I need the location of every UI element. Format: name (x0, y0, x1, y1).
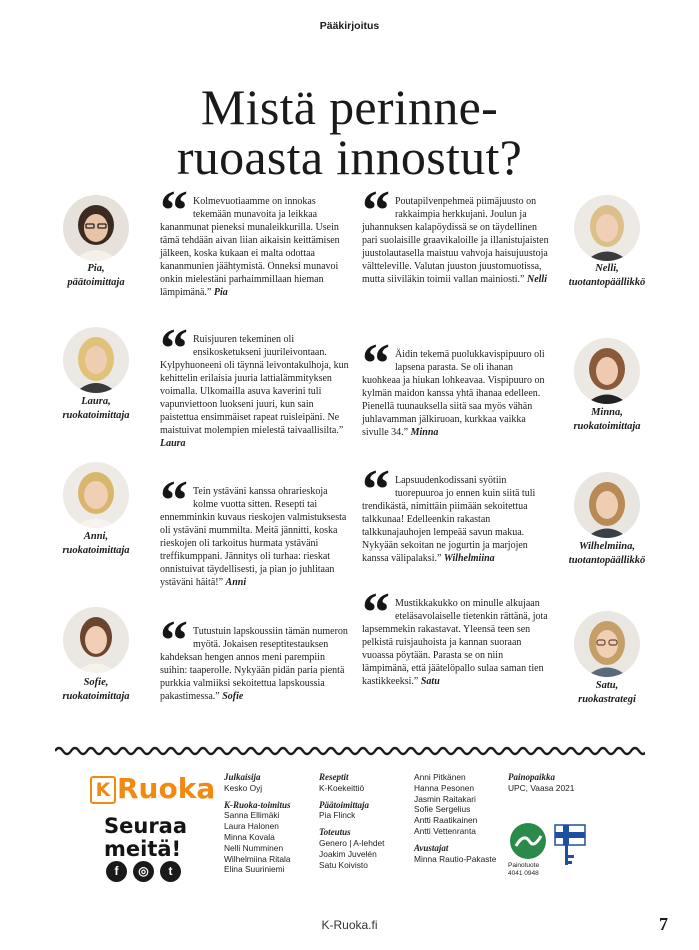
quote-nelli: “ Poutapilvenpehmeä piimäjuusto on rakkaimpia herkkujani. Joulun ja juhannuksen kalapöydissä se on täydellinen pari suolaisille graavikaloille ja illanistujaisten juustolautasella maistuu vahvoja haisujuustoja vältteleville. Valutan juuston juustomuotissa, mutta siiviläkin toimii vallan mainiosti.” Nelli (362, 180, 549, 285)
caption-minna: Minna, ruokatoimittaja (573, 407, 641, 432)
quote-mark-icon: “ (160, 610, 188, 672)
page-title (0, 79, 699, 185)
avatar-pia (63, 195, 129, 261)
quote-satu: “ Mustikkakukko on minulle alkujaan eteläsavolaiselle tietenkin rättänä, jota lapsemmekin rakastavat. Yleensä teen sen pelkistä ruisjauhoista ja kannan suoraan vuoassa pöytään. Parasta se on niin lämpimänä, että jäätelöpallo sulaa saman tien kastikkeeksi.” Satu (362, 582, 548, 687)
avatar-nelli (574, 195, 640, 261)
quote-wilhelmiina: “ Lapsuudenkodissani syötiin tuorepuuroa jo ennen kuin siitä tuli trendikästä, nimittäin piimään sekoitettua talkkunaa! Edelleenkin rakastan talkkunajauhojen lempeää savun makua. Nykyään sekoitan ne jogurtin ja marjojen kanssa välipalaksi.” Wilhelmiina (362, 459, 536, 564)
title-line-2: ruoasta innostut? (176, 129, 523, 185)
ecolabel-text: Painotuote 4041 0948 (508, 862, 540, 877)
k-ruoka-logo: K Ruoka (90, 772, 215, 805)
title-line-1: Mistä perinne- (200, 79, 499, 135)
quote-mark-icon: “ (362, 180, 390, 242)
quote-minna: “ Äidin tekemä puolukkavispipuuro oli lapsena parasta. Se oli ihanan kuohkeaa ja hiukan lohkeavaa. Vispipuuro on kylmän maidon kanssa yhtä ihanaa edelleen. Pienellä tuunauksella siitä saa myös vähän juhlavamman jälkiruoan, kurkkaa vaikka sivulle 34.” Minna (362, 333, 545, 438)
k-logo-icon: K (90, 776, 116, 804)
caption-wilhelmiina: Wilhelmiina, tuotantopäällikkö (568, 541, 646, 566)
quote-pia: “ Kolmevuotiaamme on innokas tekemään munavoita ja leikkaa kananmunat pieneksi munaleikkurilla. Usein tämä tehdään aivan liian aikaisin keittämisen jälkeen, koska kukaan ei malta odottaa kananmunien jäähtymistä. Onneksi munavoi onkin mielestäni parhaimmillaan hieman lämpimänä.” Pia (160, 180, 340, 298)
avatar-laura (63, 327, 129, 393)
caption-laura: Laura, ruokatoimittaja (62, 396, 130, 421)
finland-key-icon (553, 823, 587, 869)
caption-anni: Anni, ruokatoimittaja (62, 531, 130, 556)
credits-col-1: Julkaisija Kesko Oyj K-Ruoka-toimitus Sanna Ellimäki Laura Halonen Minna Kovala Nelli Numminen Wilhelmiina Ritala Elina Suuriniemi (224, 772, 291, 875)
avatar-anni (63, 462, 129, 528)
quote-mark-icon: “ (160, 470, 188, 532)
credits-col-2: Reseptit K-Koekeittiö Päätoimittaja Pia Flinck Toteutus Genero | A-lehdet Joakim Juvelén Satu Koivisto (319, 772, 385, 870)
page-number: 7 (659, 914, 668, 934)
instagram-icon[interactable]: ◎ (133, 861, 154, 882)
quote-mark-icon: “ (362, 582, 390, 644)
signature: Sofie (222, 691, 244, 702)
quote-sofie: “ Tutustuin lapskoussiin tämän numeron myötä. Jokaisen reseptitestauksen kahdeksan hengen annos meni parempiin suihin: taaperolle. Nykyään pidän paria pientä purkkia valmiiksi sekoitettua lapskoussia pakastimessa.” Sofie (160, 610, 348, 702)
footer-url[interactable]: K-Ruoka.fi (321, 918, 378, 932)
facebook-icon[interactable]: f (106, 861, 127, 882)
credits-col-3: Anni Pitkänen Hanna Pesonen Jasmin Raitakari Sofie Sergelius Antti Raatikainen Antti Vettenranta Avustajat Minna Rautio-Pakaste (414, 772, 497, 864)
avatar-sofie (63, 607, 129, 673)
quote-mark-icon: “ (160, 318, 188, 380)
signature: Wilhelmiina (443, 553, 495, 564)
signature: Pia (213, 287, 228, 298)
quote-mark-icon: “ (362, 459, 390, 521)
swan-ecolabel-icon (508, 822, 548, 860)
avatar-satu (574, 611, 640, 677)
caption-nelli: Nelli, tuotantopäällikkö (568, 263, 646, 288)
caption-pia: Pia, päätoimittaja (67, 263, 125, 288)
signature: Nelli (526, 274, 547, 285)
signature: Satu (420, 676, 440, 687)
signature: Minna (410, 427, 439, 438)
wave-divider (55, 744, 645, 758)
follow-us-heading: Seuraa meitä! (104, 814, 188, 861)
quote-mark-icon: “ (160, 180, 188, 242)
avatar-minna (574, 338, 640, 404)
quote-mark-icon: “ (362, 333, 390, 395)
signature: Anni (225, 577, 247, 588)
section-label: Pääkirjoitus (319, 20, 380, 32)
caption-sofie: Sofie, ruokatoimittaja (62, 677, 130, 702)
credits-col-4: Painopaikka UPC, Vaasa 2021 (508, 772, 575, 793)
quote-anni: “ Tein ystäväni kanssa ohrarieskoja kolme vuotta sitten. Resepti tai ennemminkin kuvaus rieskojen valmistuksesta oli ystäväni mummilta. Meitä jännitti, koska rieskojen oli tarkoitus hurmata ystäväni treffikumppani. Jännitys oli turhaa: rieskat onnistuivat täydellisesti, ja pian jo juhlitaan ystäväni häitä!” Anni (160, 470, 347, 588)
avatar-wilhelmiina (574, 472, 640, 538)
signature: Laura (160, 438, 186, 449)
caption-satu: Satu, ruokastrategi (578, 680, 636, 705)
quote-laura: “ Ruisjuuren tekeminen oli ensikosketukseni juurileivontaan. Kylpyhuoneeni oli täynnä leivontakulhoja, kun kehittelin erilaisia juuria lattialämmityksen voimalla. Ulkomailla asuva kaverini tuli vapunviettoon luokseni juuri, kun sain paistettua ensimmäiset rapeat ruisleipäni. Ne maistuivat molempien mielestä taivaallisilta.” Laura (160, 318, 349, 449)
twitter-icon[interactable]: t (160, 861, 181, 882)
